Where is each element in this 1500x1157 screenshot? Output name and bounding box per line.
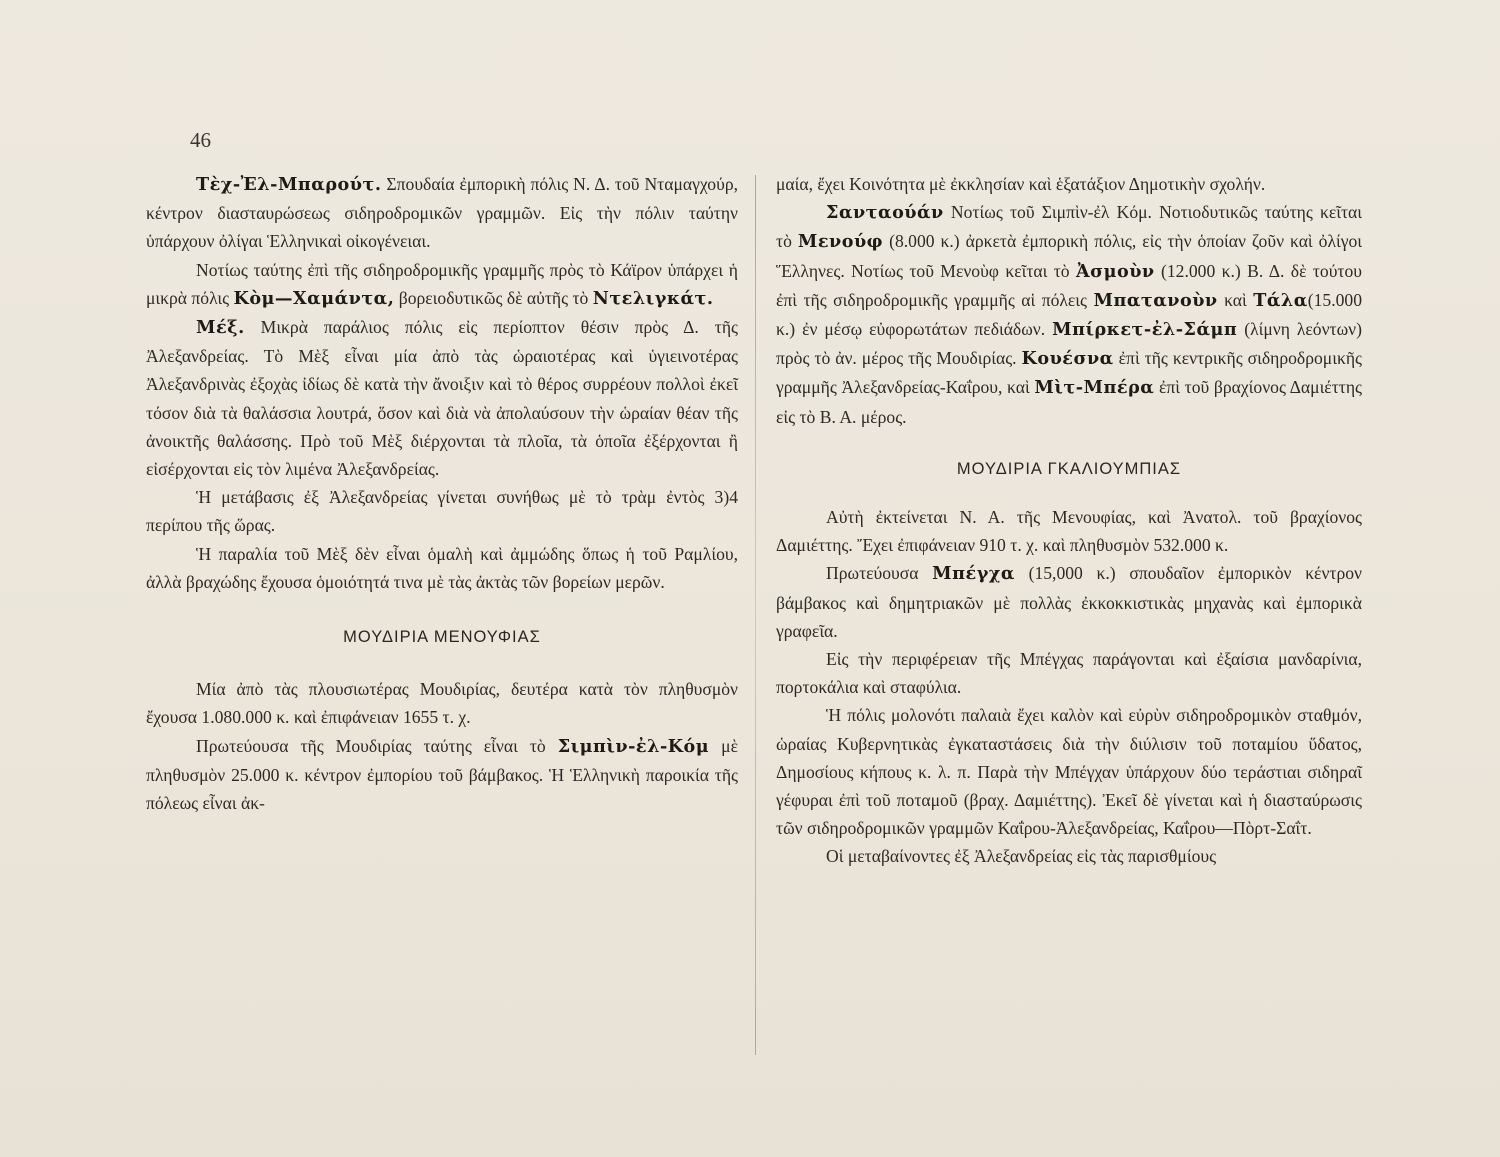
paragraph-benha-produce: Εἰς τὴν περιφέρειαν τῆς Μπέγχας παράγονται καὶ ἐξαίσια μανδαρίνια, πορτοκάλια καὶ σταφύλια. xyxy=(776,649,1362,698)
place-name: Μπίρκετ-ἐλ-Σάμπ xyxy=(1052,319,1238,341)
paragraph-text: βορειοδυτικῶς δὲ αὐτῆς τὸ xyxy=(394,287,593,308)
paragraph-community: μαία, ἔχει Κοινότητα μὲ ἐκκλησίαν καὶ ἑξατάξιον Δημοτικὴν σχολήν. xyxy=(776,174,1266,194)
section-heading-qalyubia: ΜΟΥΔΙΡΙΑ ΓΚΑΛΙΟΥΜΠΙΑΣ xyxy=(956,459,1182,478)
paragraph-text: (8.000 κ.) ἀρκετὰ ἐμπορικὴ πόλις, εἰς τὴν ὁποίαν ζοῦν καὶ ὀλίγοι Ἕλληνες. Νοτίως τοῦ Μενοὺφ κεῖται τὸ xyxy=(776,231,1363,281)
place-name: Μπατανοὺν xyxy=(1093,289,1218,311)
paragraph-text: (λίμνη λεόντων) πρὸς τὸ ἀν. μέρος τῆς Μουδιρίας. xyxy=(776,319,1362,369)
place-name: Κουέσνα xyxy=(1021,348,1114,370)
paragraph-text: Πρωτεύουσα τῆς Μουδιρίας ταύτης εἶναι τὸ xyxy=(196,735,558,756)
paragraph-travellers: Οἱ μεταβαίνοντες ἐξ Ἀλεξανδρείας εἰς τὰς παρισθμίους xyxy=(826,846,1217,867)
paragraph-tech-el-baroud xyxy=(146,170,738,256)
paragraph-menoufia-intro: Μία ἀπὸ τὰς πλουσιωτέρας Μουδιρίας, δευτέρα κατὰ τὸν πληθυσμὸν ἔχουσα 1.080.000 κ. καὶ ἐπιφάνειαν 1655 τ. χ. xyxy=(146,679,738,728)
paragraph-text: (15,000 κ.) σπουδαῖον ἐμπορικὸν κέντρον βάμβακος καὶ δημητριακῶν μὲ πολλὰς ἐκκοκκιστικὰς μηχανὰς καὶ ἐμπορικὰ γραφεῖα. xyxy=(776,563,1363,641)
paragraph-text: Σπουδαία ἐμπορικὴ πόλις Ν. Δ. τοῦ Νταμαγχούρ, κέντρον διασταυρώσεως σιδηροδρομικῶν γραμμῶν. Εἰς τὴν πόλιν ταύτην ὑπάρχουν ὀλίγαι Ἑλληνικαὶ οἰκογένειαι. xyxy=(146,174,738,252)
paragraph-shibin-el-kom xyxy=(146,732,738,818)
paragraph-mex-transport: Ἡ μετάβασις ἐξ Ἀλεξανδρείας γίνεται συνήθως μὲ τὸ τρὰμ ἐντὸς 3)4 περίπου τῆς ὥρας. xyxy=(146,487,738,536)
paragraph-text: (15.000 κ.) ἐν μέσῳ εὐφορωτάτων πεδιάδων. xyxy=(776,289,1362,340)
paragraph-text: ἐπὶ τοῦ βραχίονος Δαμιέττης εἰς τὸ Β. Α. μέρος. xyxy=(776,377,1362,427)
paragraph-text: Νοτίως ταύτης ἐπὶ τῆς σιδηροδρομικῆς γραμμῆς πρὸς τὸ Κάϊρον ὑπάρχει ἡ μικρὰ πόλις xyxy=(146,259,738,308)
paragraph-text: Μικρὰ παράλιος πόλις εἰς περίοπτον θέσιν πρὸς Δ. τῆς Ἀλεξανδρείας. Τὸ Μὲξ εἶναι μία ἀπὸ τὰς ὡραιοτέρας καὶ ὑγιεινοτέρας Ἀλεξανδρινὰς ἐξοχὰς ἰδίως δὲ κατὰ τὴν ἄνοιξιν καὶ τὸ θέρος συρρέουν πολλοὶ ἐκεῖ τόσον διὰ τὰ θαλάσσια λουτρά, ὅσον καὶ διὰ νὰ ἀπολαύσουν τὴν ὡραίαν θέαν τῆς ἀνοικτῆς θαλάσσης. Πρὸ τοῦ Μὲξ διέρχονται τὰ πλοῖα, τὰ ὁποῖα ἐξέρχονται ἢ εἰσέρχονται εἰς τὸν λιμένα Ἀλεξανδρείας. xyxy=(146,317,738,480)
paragraph-qalyubia-intro: Αὐτὴ ἐκτείνεται Ν. Α. τῆς Μενουφίας, καὶ Ἀνατολ. τοῦ βραχίονος Δαμιέττης. Ἔχει ἐπιφάνειαν 910 τ. χ. καὶ πληθυσμὸν 532.000 κ. xyxy=(776,507,1362,556)
place-name: Μὶτ-Μπέρα xyxy=(1034,377,1155,399)
paragraph-benha xyxy=(776,559,1362,645)
place-name: Σιμπὶν-ἐλ-Κόμ xyxy=(557,735,710,757)
place-name: Μενούφ xyxy=(797,231,884,253)
place-name: Τὲχ-Ἐλ-Μπαρούτ. xyxy=(196,174,382,195)
right-column xyxy=(776,170,1362,871)
paragraph-santa-menouf xyxy=(776,198,1362,431)
place-name: Μπέγχα xyxy=(932,563,1015,585)
paragraph-text: Πρωτεύουσα xyxy=(826,563,933,584)
left-column xyxy=(146,170,738,817)
column-divider xyxy=(755,175,756,1055)
paragraph-mex-beach: Ἡ παραλία τοῦ Μὲξ δὲν εἶναι ὁμαλὴ καὶ ἀμμώδης ὅπως ἡ τοῦ Ραμλίου, ἀλλὰ βραχώδης ἔχουσα ὁμοιότητά τινα μὲ τὰς ἀκτὰς τῶν βορείων μερῶν. xyxy=(146,543,738,592)
place-name: Μέξ. xyxy=(196,317,245,339)
paragraph-benha-city: Ἡ πόλις μολονότι παλαιὰ ἔχει καλὸν καὶ εὐρὺν σιδηροδρομικὸν σταθμόν, ὡραίας Κυβερνητικὰς ἐγκαταστάσεις διὰ τὴν διύλισιν τοῦ ποταμίου ὕδατος, Δημοσίους κήπους κ. λ. π. Παρὰ τὴν Μπέγχαν ὑπάρχουν δύο τεράστιαι σιδηραῖ γέφυραι ἐπὶ τοῦ ποταμοῦ (βραχ. Δαμιέττης). Ἐκεῖ δὲ γίνεται καὶ ἡ διασταύρωσις τῶν σιδηροδρομικῶν γραμμῶν Καΐρου-Ἀλεξανδρείας, Καΐρου—Πὸρτ-Σαΐτ. xyxy=(776,705,1362,839)
paragraph-text: Νοτίως τοῦ Σιμπὶν-ἐλ Κόμ. Νοτιοδυτικῶς ταύτης κεῖται τὸ xyxy=(776,202,1362,252)
place-name: Τάλα xyxy=(1253,289,1308,311)
paragraph-text: ἐπὶ τῆς κεντρικῆς σιδηροδρομικῆς γραμμῆς Ἀλεξανδρείας-Καΐρου, καὶ xyxy=(776,348,1362,398)
paragraph-kom-hamada xyxy=(146,256,738,313)
page-number: 46 xyxy=(190,128,211,152)
paragraph-text: μὲ πληθυσμὸν 25.000 κ. κέντρον ἐμπορίου τοῦ βάμβακος. Ἡ Ἑλληνικὴ παροικία τῆς πόλεως εἶναι ἀκ- xyxy=(146,735,738,814)
place-name: Ντελιγκάτ. xyxy=(592,287,714,309)
place-name: Σανταούάν xyxy=(826,202,944,224)
paragraph-text: (12.000 κ.) Β. Δ. δὲ τούτου ἐπὶ τῆς σιδηροδρομικῆς γραμμῆς αἱ πόλεις xyxy=(776,260,1363,310)
place-name: Ἀσμοὺν xyxy=(1075,260,1155,282)
section-heading-menoufia: ΜΟΥΔΙΡΙΑ ΜΕΝΟΥΦΙΑΣ xyxy=(343,628,541,647)
place-name: Κὸμ—Χαμάντα, xyxy=(233,287,395,309)
paragraph-text: καὶ xyxy=(1217,289,1254,310)
paragraph-mex xyxy=(146,313,738,483)
